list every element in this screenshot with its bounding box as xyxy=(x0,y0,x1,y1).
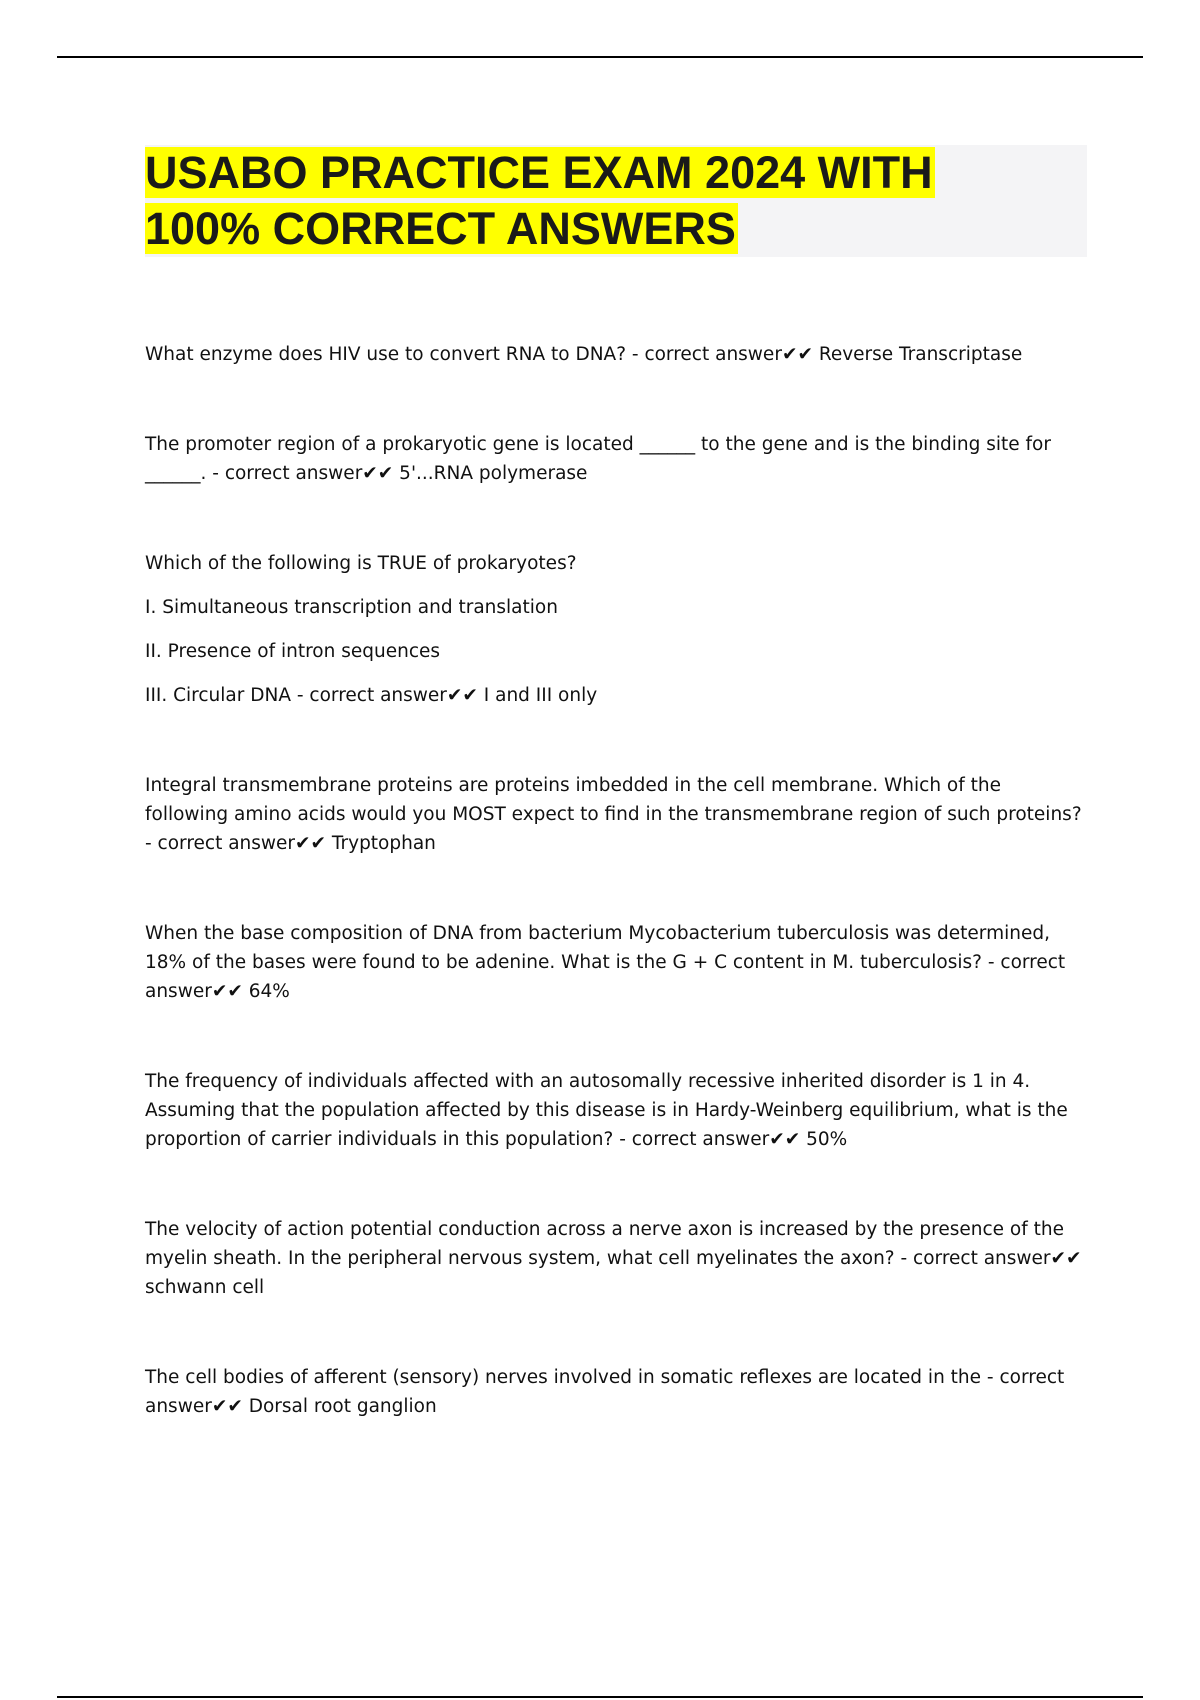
qa-text xyxy=(145,771,1090,858)
question-text: The frequency of individuals affected with an autosomally recessive inherited disorder is 1 in 4. Assuming that the population affected by this disease is in Hardy-Weinberg equilibrium, what is the proportion of carrier individuals in this population? - correct answer xyxy=(145,1071,1068,1150)
qa-item-8 xyxy=(145,1363,1090,1421)
answer-text: ✔✔ 50% xyxy=(769,1129,848,1150)
option-item: I. Simultaneous transcription and translation xyxy=(145,597,558,618)
option-text: III. Circular DNA - correct answer xyxy=(145,685,447,706)
qa-item-7 xyxy=(145,1215,1090,1302)
question-text: The velocity of action potential conduction across a nerve axon is increased by the presence of the myelin sheath. In the peripheral nervous system, what cell myelinates the axon? - correct answer xyxy=(145,1219,1064,1269)
title-line-2: 100% CORRECT ANSWERS xyxy=(145,203,736,254)
top-divider xyxy=(57,56,1143,58)
qa-item-5 xyxy=(145,919,1090,1006)
bottom-divider xyxy=(57,1696,1143,1698)
question-text: What enzyme does HIV use to convert RNA to DNA? - correct answer xyxy=(145,344,782,365)
answer-text: ✔✔ 64% xyxy=(211,981,290,1002)
answer-text: ✔✔ 5'...RNA polymerase xyxy=(362,463,588,484)
option-item: II. Presence of intron sequences xyxy=(145,641,441,662)
answer-text: ✔✔ Tryptophan xyxy=(295,833,436,854)
qa-item-6 xyxy=(145,1067,1090,1154)
qa-text xyxy=(145,340,1090,369)
answer-text: ✔✔ Reverse Transcriptase xyxy=(781,344,1023,365)
question-text: Which of the following is TRUE of prokaryotes? xyxy=(145,553,577,574)
qa-text xyxy=(145,1067,1090,1154)
title-line-1: USABO PRACTICE EXAM 2024 WITH xyxy=(145,147,933,198)
question-text: The promoter region of a prokaryotic gene is located ______ to the gene and is the binding site for ______. - correct answer xyxy=(145,434,1051,484)
document-title xyxy=(145,145,1087,257)
option-item-last xyxy=(145,681,1090,710)
qa-text xyxy=(145,1363,1090,1421)
qa-text xyxy=(145,919,1090,1006)
title-block xyxy=(145,145,1087,257)
qa-text xyxy=(145,1215,1090,1302)
qa-item-2 xyxy=(145,430,1090,488)
answer-text: ✔✔ I and III only xyxy=(446,685,598,706)
answer-text: ✔✔ schwann cell xyxy=(145,1248,1082,1298)
qa-item-4 xyxy=(145,771,1090,858)
answer-text: ✔✔ Dorsal root ganglion xyxy=(211,1396,437,1417)
question-text: The cell bodies of afferent (sensory) nerves involved in somatic reflexes are located in the - correct answer xyxy=(145,1367,1065,1417)
question-text: When the base composition of DNA from bacterium Mycobacterium tuberculosis was determined, 18% of the bases were found to be adenine. What is the G + C content in M. tuberculosis? - correct answer xyxy=(145,923,1066,1002)
question-text: Integral transmembrane proteins are proteins imbedded in the cell membrane. Which of the following amino acids would you MOST expect to find in the transmembrane region of such proteins? - correct answer xyxy=(145,775,1082,854)
qa-list xyxy=(145,340,1090,1421)
qa-item-3 xyxy=(145,549,1090,710)
qa-item-1 xyxy=(145,340,1090,369)
qa-text xyxy=(145,430,1090,488)
